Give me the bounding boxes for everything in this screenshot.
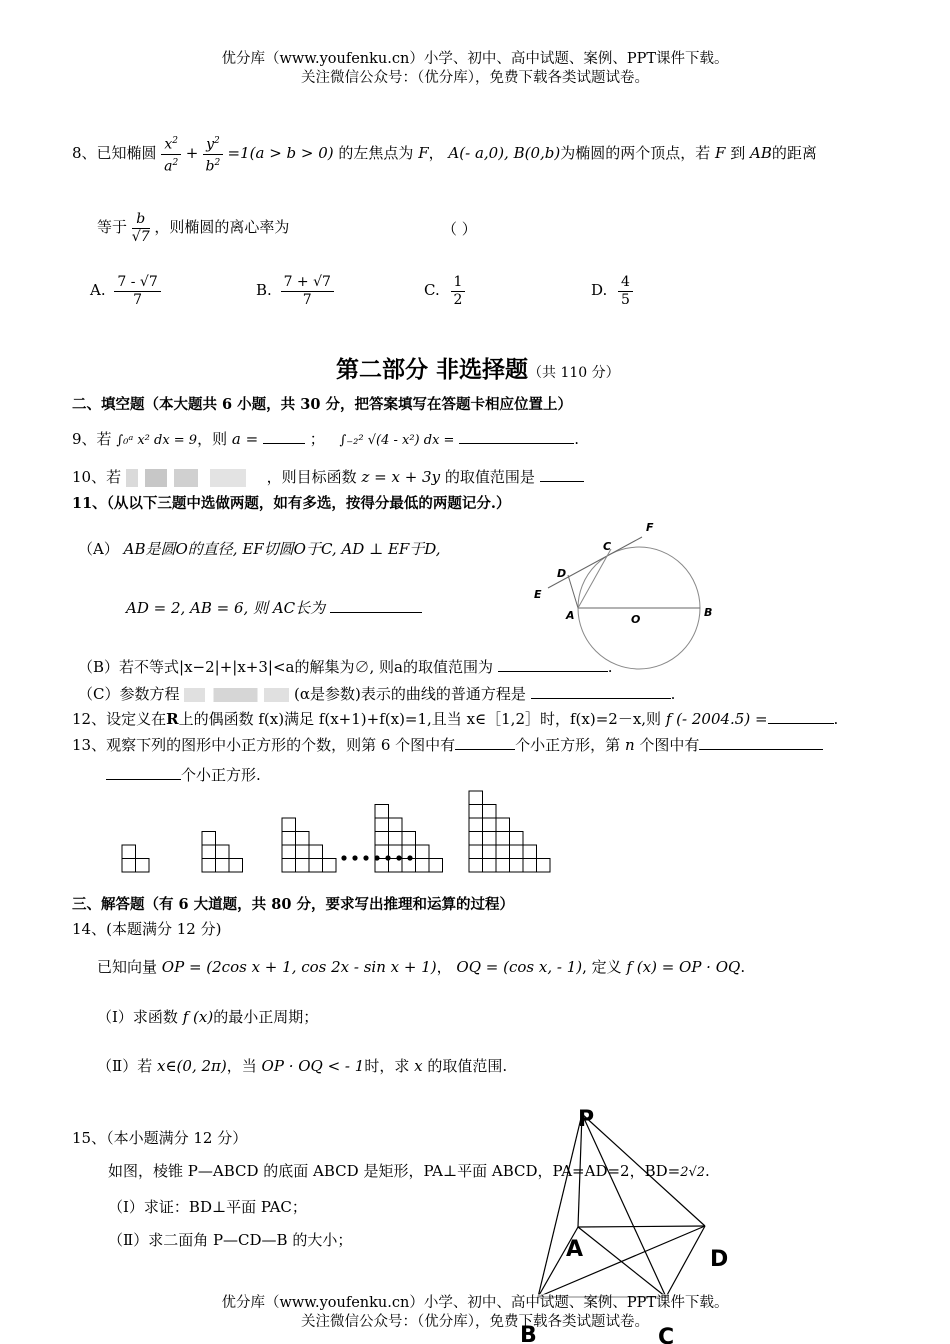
label-B: B bbox=[704, 606, 713, 619]
ellipsis-dot bbox=[396, 855, 401, 860]
q15-part2: （Ⅱ）求二面角 P—CD—B 的大小； bbox=[108, 1231, 353, 1249]
question-8: 8、已知椭圆 $\frac{x^2}{a^2}$ + $\frac{y^2}{b^2}$ =1(a > b > 0) 的左焦点为 F， A(- a,0), B(0,b)为椭圆的两个顶点，若 F 到 AB的距离 bbox=[72, 133, 817, 175]
q9-blank-1[interactable] bbox=[263, 429, 305, 444]
q10-expr: z = x + 3y bbox=[361, 468, 441, 486]
q9-integral1: ∫₀ᵃ x² dx = 9 bbox=[116, 433, 198, 448]
unit-square bbox=[496, 832, 510, 846]
unit-square bbox=[469, 805, 483, 819]
label-D-pyramid: D bbox=[710, 1247, 729, 1272]
question-13: 13、观察下列的图形中小正方形的个数，则第 6 个图中有 个小正方形，第 n 个图中有 bbox=[72, 734, 823, 755]
unit-square bbox=[469, 859, 483, 873]
unit-square bbox=[510, 859, 524, 873]
q14-given: 已知向量 OP = (2cos x + 1, cos 2x - sin x + 1)， OQ = (cos x, - 1), 定义 f (x) = OP · OQ. bbox=[97, 958, 746, 976]
q11-b: （B）若不等式|x−2|+|x+3|<a的解集为∅, 则a的取值范围为 . bbox=[78, 658, 613, 676]
unit-square bbox=[510, 832, 524, 846]
q12-blank[interactable] bbox=[768, 709, 834, 724]
question-9: 9、若 ∫₀ᵃ x² dx = 9，则 a = ； ∫₋₂² √(4 - x²) dx = . bbox=[72, 430, 579, 448]
q8-F2: F bbox=[715, 144, 726, 163]
q9-blank-2[interactable] bbox=[459, 429, 574, 444]
label-F: F bbox=[646, 521, 654, 534]
q14-part1: （Ⅰ）求函数 f (x)的最小正周期； bbox=[97, 1008, 319, 1026]
unit-square bbox=[429, 859, 443, 873]
square-figure-3 bbox=[282, 818, 336, 872]
label-E: E bbox=[534, 588, 542, 601]
q8-text3: 到 bbox=[730, 144, 746, 163]
unit-square bbox=[523, 859, 537, 873]
label-P: P bbox=[578, 1107, 595, 1132]
unit-square bbox=[483, 859, 497, 873]
unit-square bbox=[389, 859, 403, 873]
ellipse-eq-tail: =1(a > b > 0) bbox=[227, 144, 334, 163]
q8-F: F bbox=[418, 144, 429, 163]
unit-square bbox=[389, 818, 403, 832]
ellipsis-dot bbox=[363, 855, 368, 860]
unit-square bbox=[202, 859, 216, 873]
ellipsis-dot bbox=[385, 855, 390, 860]
unit-square bbox=[282, 845, 296, 859]
unit-square bbox=[416, 859, 430, 873]
q11-c-param-image bbox=[184, 688, 289, 702]
unit-square bbox=[309, 859, 323, 873]
unit-square bbox=[469, 818, 483, 832]
unit-square bbox=[416, 845, 430, 859]
q11-c: （C）参数方程 (α是参数)表示的曲线的普通方程是 . bbox=[78, 685, 676, 703]
q15-part1: （Ⅰ）求证：BD⊥平面 PAC； bbox=[108, 1198, 307, 1216]
unit-square bbox=[537, 859, 551, 873]
option-a[interactable]: A. $\frac{7 - √7}{7}$ bbox=[90, 268, 161, 312]
unit-square bbox=[122, 859, 136, 873]
q8-text4: 的距离 bbox=[771, 144, 817, 163]
q11-a-text: AB是圆O的直径, EF切圆O于C, AD ⊥ EF于D, bbox=[123, 540, 441, 558]
unit-square bbox=[496, 818, 510, 832]
q14-part2: （Ⅱ）若 x∈(0, 2π)，当 OP · OQ < - 1时，求 x 的取值范围. bbox=[97, 1057, 508, 1075]
ellipsis-dot bbox=[341, 855, 346, 860]
staircase-squares-figure bbox=[116, 786, 556, 878]
circle-tangent-figure bbox=[528, 518, 718, 676]
option-d[interactable]: D. $\frac{4}{5}$ bbox=[591, 268, 633, 312]
option-b[interactable]: B. $\frac{7 + √7}{7}$ bbox=[256, 268, 334, 312]
q8-answer-paren: （ ） bbox=[442, 220, 477, 238]
q14-oq: OQ = (cos x, - 1) bbox=[456, 958, 583, 976]
ellipse-frac-x: $\frac{x^2}{a^2}$ bbox=[161, 133, 181, 175]
q11-a: （A） AB是圆O的直径, EF切圆O于C, AD ⊥ EF于D, bbox=[78, 540, 441, 558]
unit-square bbox=[496, 859, 510, 873]
unit-square bbox=[296, 845, 310, 859]
unit-square bbox=[483, 845, 497, 859]
footer-line-2: 关注微信公众号：（优分库），免费下载各类试题试卷。 bbox=[301, 1314, 649, 1330]
unit-square bbox=[510, 845, 524, 859]
unit-square bbox=[375, 832, 389, 846]
q11-b-blank[interactable] bbox=[498, 657, 608, 672]
header-line-2: 关注微信公众号：（优分库），免费下载各类试题试卷。 bbox=[301, 70, 649, 86]
unit-square bbox=[483, 818, 497, 832]
unit-square bbox=[229, 859, 243, 873]
option-c[interactable]: C. $\frac{1}{2}$ bbox=[424, 268, 465, 312]
q8-text1: 的左焦点为 bbox=[338, 144, 414, 163]
label-O: O bbox=[631, 613, 641, 626]
unit-square bbox=[402, 832, 416, 846]
unit-square bbox=[375, 805, 389, 819]
q8-frac-b-sqrt7: $\frac{b}{√7}$ bbox=[131, 210, 150, 245]
unit-square bbox=[202, 832, 216, 846]
q14-fx: f (x) = OP · OQ bbox=[626, 958, 741, 976]
label-A: A bbox=[566, 609, 575, 622]
ellipsis-dot bbox=[374, 855, 379, 860]
q8-text2: 为椭圆的两个顶点，若 bbox=[560, 144, 711, 163]
q13-blank-2[interactable] bbox=[699, 735, 823, 750]
unit-square bbox=[402, 859, 416, 873]
unit-square bbox=[296, 832, 310, 846]
q11-heading: 11、（从以下三题中选做两题，如有多选，按得分最低的两题记分.） bbox=[72, 495, 511, 512]
label-B-pyramid: B bbox=[520, 1323, 537, 1344]
unit-square bbox=[282, 818, 296, 832]
unit-square bbox=[282, 859, 296, 873]
section-3-heading: 三、解答题（有 6 大道题，共 80 分，要求写出推理和运算的过程） bbox=[72, 896, 514, 913]
q12-expr: f (- 2004.5) = bbox=[665, 710, 768, 728]
unit-square bbox=[483, 805, 497, 819]
q10-constraints-image bbox=[126, 469, 246, 487]
ellipsis-dot bbox=[407, 855, 412, 860]
unit-square bbox=[136, 859, 150, 873]
section-2-heading: 二、填空题（本大题共 6 小题，共 30 分，把答案填写在答题卡相应位置上） bbox=[72, 396, 572, 413]
part2-title-text: 第二部分 非选择题 bbox=[336, 356, 529, 383]
q13-blank-3[interactable] bbox=[106, 765, 181, 780]
footer-line-1: 优分库（www.youfenku.cn）小学、初中、高中试题、案例、PPT课件下载。 bbox=[0, 1294, 950, 1313]
unit-square bbox=[469, 845, 483, 859]
unit-square bbox=[216, 845, 230, 859]
unit-square bbox=[523, 845, 537, 859]
q11-c-blank[interactable] bbox=[531, 684, 671, 699]
q8-AB: AB bbox=[750, 144, 772, 163]
unit-square bbox=[122, 845, 136, 859]
unit-square bbox=[496, 845, 510, 859]
unit-square bbox=[202, 845, 216, 859]
unit-square bbox=[309, 845, 323, 859]
q15-header: 15、（本小题满分 12 分） bbox=[72, 1129, 248, 1147]
q11-a-line2: AD = 2, AB = 6, 则 AC长为 bbox=[126, 597, 422, 618]
q14-header: 14、(本题满分 12 分) bbox=[72, 920, 222, 938]
header-line-1: 优分库（www.youfenku.cn）小学、初中、高中试题、案例、PPT课件下载。 bbox=[221, 51, 729, 67]
unit-square bbox=[469, 832, 483, 846]
unit-square bbox=[296, 859, 310, 873]
q9-integral2: ∫₋₂² √(4 - x²) dx = bbox=[339, 433, 455, 448]
label-D: D bbox=[557, 567, 567, 580]
unit-square bbox=[483, 832, 497, 846]
q13-blank-1[interactable] bbox=[455, 735, 515, 750]
q8-line2-start: 等于 bbox=[97, 218, 128, 236]
unit-square bbox=[389, 832, 403, 846]
ellipsis-dot bbox=[352, 855, 357, 860]
q10-blank[interactable] bbox=[540, 467, 584, 482]
q8-number: 8、已知椭圆 bbox=[72, 144, 157, 163]
square-figure-1 bbox=[122, 845, 149, 872]
unit-square bbox=[282, 832, 296, 846]
question-12: 12、设定义在R上的偶函数 f(x)满足 f(x+1)+f(x)=1,且当 x∈［1,2］时，f(x)=2－x,则 f (- 2004.5) = . bbox=[72, 710, 839, 728]
ellipse-frac-y: $\frac{y^2}{b^2}$ bbox=[203, 133, 223, 175]
label-C-pyramid: C bbox=[658, 1325, 675, 1344]
unit-square bbox=[323, 859, 337, 873]
q11-a-blank[interactable] bbox=[330, 598, 422, 613]
square-figure-2 bbox=[202, 832, 243, 873]
question-10: 10、若 ，则目标函数 z = x + 3y 的取值范围是 bbox=[72, 466, 584, 487]
label-C: C bbox=[603, 540, 612, 553]
label-A-pyramid: A bbox=[566, 1237, 584, 1262]
q8-line2-end: ，则椭圆的离心率为 bbox=[154, 218, 290, 236]
q9-a-eq: a = bbox=[231, 430, 259, 448]
part2-score: （共 110 分） bbox=[528, 365, 620, 381]
part2-title bbox=[336, 351, 620, 384]
q8-vertices: A(- a,0), B(0,b) bbox=[448, 144, 561, 163]
square-figure-4 bbox=[375, 805, 443, 873]
q14-op: OP = (2cos x + 1, cos 2x - sin x + 1) bbox=[161, 958, 437, 976]
q13-line2: 个小正方形. bbox=[106, 764, 261, 785]
question-8-line2 bbox=[97, 205, 289, 249]
unit-square bbox=[216, 859, 230, 873]
square-figure-5 bbox=[469, 791, 550, 872]
unit-square bbox=[469, 791, 483, 805]
q15-text: 如图，棱锥 P—ABCD 的底面 ABCD 是矩形，PA⊥平面 ABCD，PA=AD=2，BD=2√2. bbox=[108, 1162, 710, 1180]
unit-square bbox=[375, 818, 389, 832]
